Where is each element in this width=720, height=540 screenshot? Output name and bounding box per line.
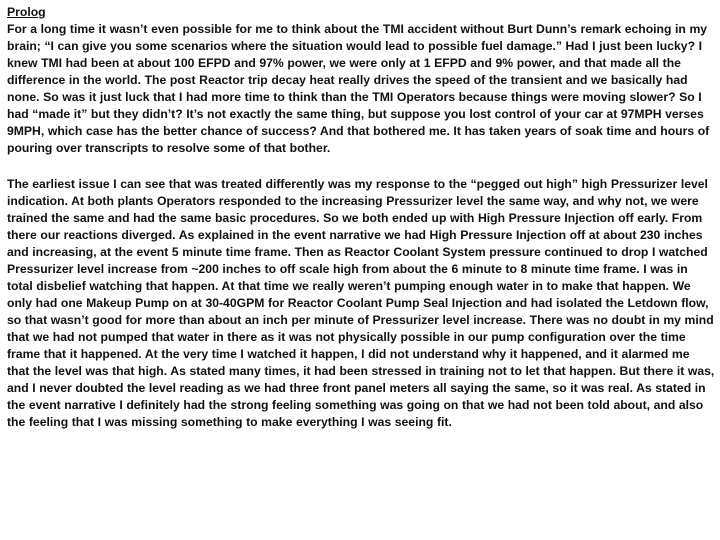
paragraph-prolog-1: For a long time it wasn’t even possible for me to think about the TMI accident without Burt Dunn’s remark echoing in my brain; “I can give you some scenarios where the situation would lead to possible fuel damage.” Had I just been lucky? I knew TMI had been at about 100 EFPD and 97% power, we were only at 1 EFPD and 9% power, and that made all the difference in the world. The post Reactor trip decay heat really drives the speed of the transient and we basically had none. So was it just luck that I had more time to think than the TMI Operators because things were moving slower? So I had “made it” but they didn’t? It’s not exactly the same thing, but suppose you lost control of your car at 97MPH verses 9MPH, which case has the better chance of success? And that bothered me. It has taken years of soak time and hours of pouring over transcripts to resolve some of that bother. <box>7 22 710 155</box>
document-body <box>7 4 715 431</box>
paragraph-prolog-2: The earliest issue I can see that was treated differently was my response to the “pegged out high” high Pressurizer level indication. At both plants Operators responded to the increasing Pressurizer level the same way, and why not, we were trained the same and had the same basic procedures. So we both ended up with High Pressure Injection off early. From there our reactions diverged. As explained in the event narrative we had High Pressure Injection off at about 230 inches and increasing, at the event 5 minute time frame. Then as Reactor Coolant System pressure continued to drop I watched Pressurizer level increase from ~200 inches to off scale high from about the 6 minute to 8 minute time frame. I was in total disbelief watching that happen. At that time we really weren’t pumping enough water in to make that happen. We only had one Makeup Pump on at 30-40GPM for Reactor Coolant Pump Seal Injection and had isolated the Letdown flow, so that wasn’t good for more than about an inch per minute of Pressurizer level increase. There was no doubt in my mind that we had not pumped that water in there as it was not physically possible in our pump configuration over the time frame that it happened. At the very time I watched it happen, I did not understand why it happened, and it alarmed me that the level was that high. As stated many times, it had been stressed in training not to let that happen. But there it was, and I never doubted the level reading as we had three front panel meters all saying the same, so it was real. As stated in the event narrative I definitely had the strong feeling something was going on that we had not been told about, and also the feeling that I was missing something to make everything I was seeing fit. <box>7 177 715 429</box>
paragraph-spacer <box>7 157 715 176</box>
document-heading: Prolog <box>7 5 46 19</box>
